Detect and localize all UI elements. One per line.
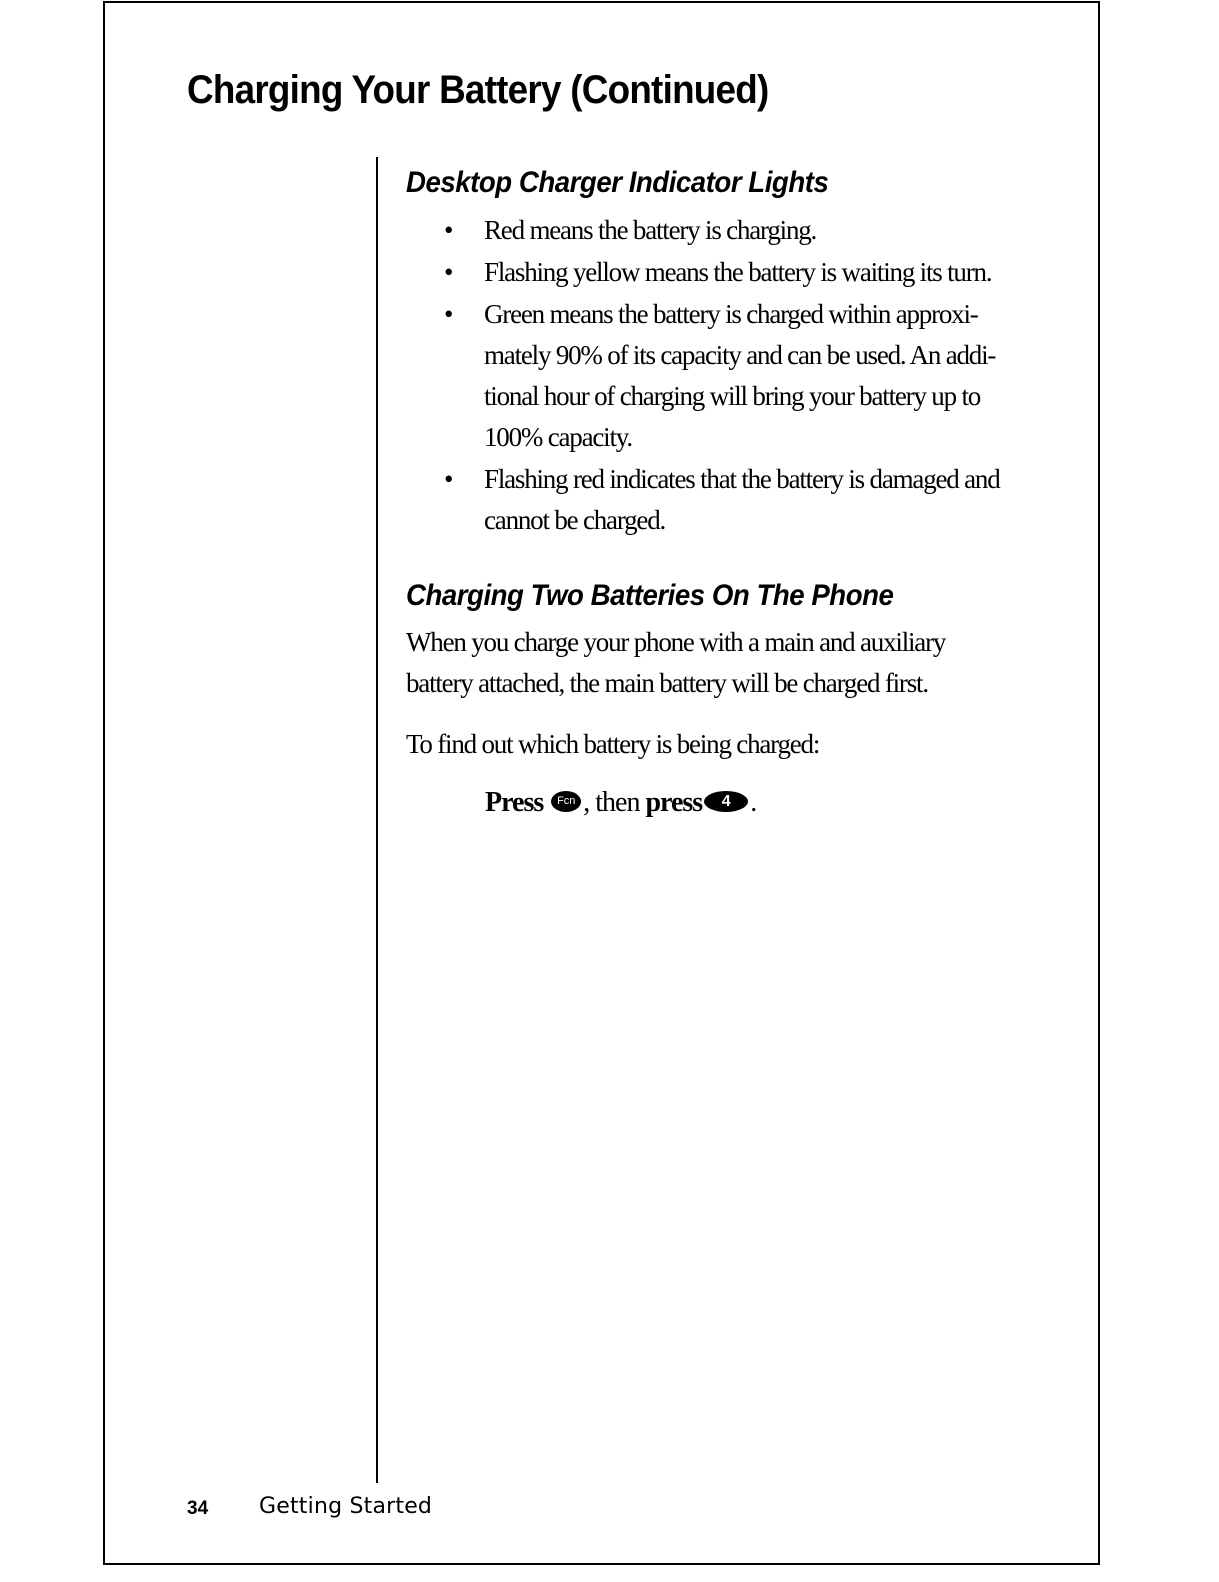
page-number: 34 [187, 1498, 209, 1519]
list-item [406, 252, 1026, 293]
press-label: Press [485, 787, 544, 818]
indicator-lights-list [406, 210, 1026, 542]
fcn-key-icon: Fcn [551, 791, 581, 812]
bullet-icon: • [444, 464, 453, 494]
list-item [406, 294, 1026, 458]
vertical-divider [376, 157, 378, 1483]
end-punctuation: . [750, 787, 757, 818]
list-item-text: Red means the battery is charging. [484, 215, 817, 245]
list-item [406, 210, 1026, 251]
then-text: , then [583, 787, 640, 818]
find-battery-paragraph: To find out which battery is being charged: [406, 729, 820, 759]
section-heading-two-batteries: Charging Two Batteries On The Phone [406, 579, 894, 612]
page-title: Charging Your Battery (Continued) [187, 68, 769, 112]
list-item-text: Flashing red indicates that the battery is damaged and cannot be charged. [484, 464, 1000, 535]
bullet-icon: • [444, 215, 453, 245]
list-item-text: Green means the battery is charged within approxi-mately 90% of its capacity and can be used. An addi-tional hour of charging will bring your battery up to 100% capacity. [484, 299, 996, 452]
key-instruction [485, 782, 756, 823]
section-heading-desktop-charger: Desktop Charger Indicator Lights [406, 166, 829, 199]
footer-section-name: Getting Started [259, 1494, 433, 1519]
list-item-text: Flashing yellow means the battery is waiting its turn. [484, 257, 992, 287]
bullet-icon: • [444, 257, 453, 287]
list-item [406, 459, 1026, 541]
two-batteries-paragraph: When you charge your phone with a main and auxiliary battery attached, the main battery will be charged first. [406, 627, 946, 698]
bullet-icon: • [444, 299, 453, 329]
four-key-icon: 4 [704, 791, 748, 812]
press-label-2: press [645, 787, 703, 818]
